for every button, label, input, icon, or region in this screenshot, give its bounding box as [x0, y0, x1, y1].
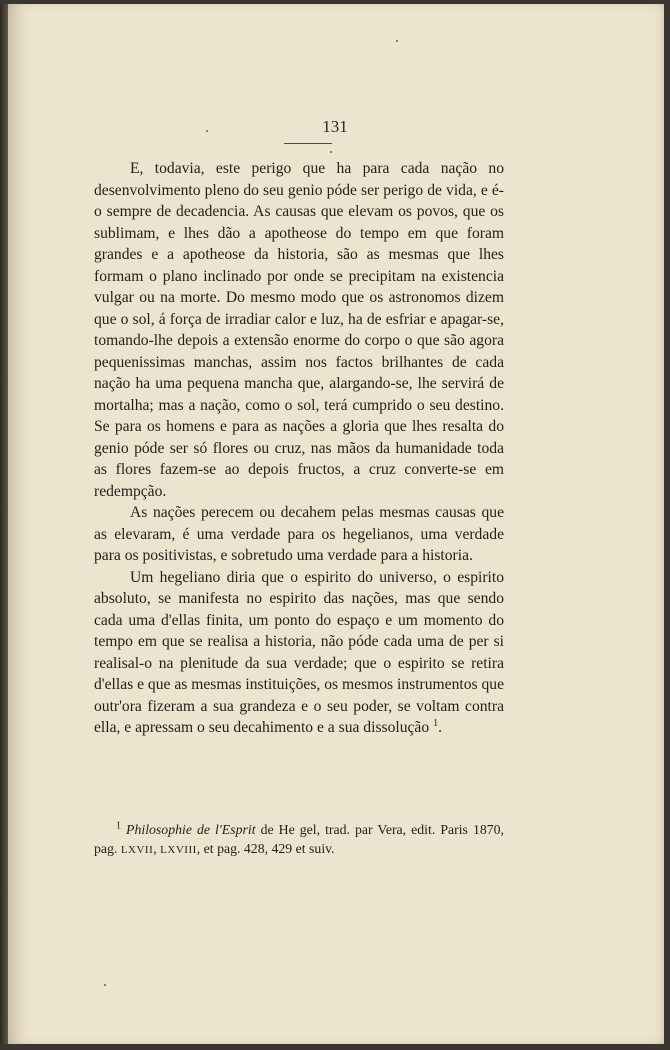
footnote-roman: LXVIII [160, 844, 197, 856]
paper-speck [330, 151, 332, 153]
footnote-roman: LXVII [120, 844, 154, 856]
paragraph: E, todavia, este perigo que ha para cada nação no desenvolvimento pleno do seu genio póde ser perigo de vida, e é-o sempre de decadencia. As causas que elevam os povos, que os sublimam, e lhes dão a apotheose do tempo em que foram grandes e a apotheose da historia, são as mesmas que lhes formam o plano inclinado por onde se precipitam na existencia vulgar ou na morte. Do mesmo modo que os astronomos dizem que o sol, á força de irradiar calor e luz, ha de esfriar e apagar-se, tomando-lhe depois a extensão enorme do corpo o que são agora pequenissimas manchas, assim nos factos brilhantes de cada nação ha uma pequena mancha que, alargando-se, lhe servirá de mortalha; mas a nação, como o sol, terá cumprido o seu destino. Se para os homens e para as nações a gloria que lhes resalta do genio póde ser só flores ou cruz, nas mãos da humanidade toda as flores fazem-se ao depois fructos, a cruz converte-se em redempção. [94, 160, 504, 500]
footnote-title: Philosophie de l'Esprit [126, 822, 256, 837]
paper-speck [396, 40, 398, 42]
page-number-rule [284, 143, 332, 144]
paragraph-end: . [438, 719, 442, 736]
footnote-marker: 1 [116, 820, 121, 832]
paper-speck [104, 984, 106, 986]
footnote-text: , et pag. 428, 429 et suiv. [196, 841, 335, 856]
body-text [94, 158, 504, 739]
paragraph-text: Um hegeliano diria que o espirito do universo, o espirito absoluto, se manifesta no espirito das nações, mas que sendo cada uma d'ellas finita, um ponto do espaço e um momento do tempo em que se realisa a historia, não póde cada uma de per si realisal-o na plenitude da sua verdade; que o espirito se retira d'ellas e que as mesmas instituições, os mesmos instrumentos que outr'ora fizeram a sua grandeza e o seu poder, se voltam contra ella, e apressam o seu decahimento e a sua dissolução [94, 568, 504, 736]
page-number: 131 [322, 117, 348, 136]
footnote [94, 820, 504, 860]
paragraph: As nações perecem ou decahem pelas mesmas causas que as elevaram, é uma verdade para os hegelianos, uma verdade para os positivistas, e sobretudo uma verdade para a historia. [94, 504, 504, 564]
footnote-reference: 1 [433, 717, 439, 729]
footnote-sep: , [153, 841, 161, 856]
footnote-text: de He gel, trad. par Vera, edit. Paris 1870, pag. [94, 822, 504, 856]
paragraph [94, 567, 504, 739]
